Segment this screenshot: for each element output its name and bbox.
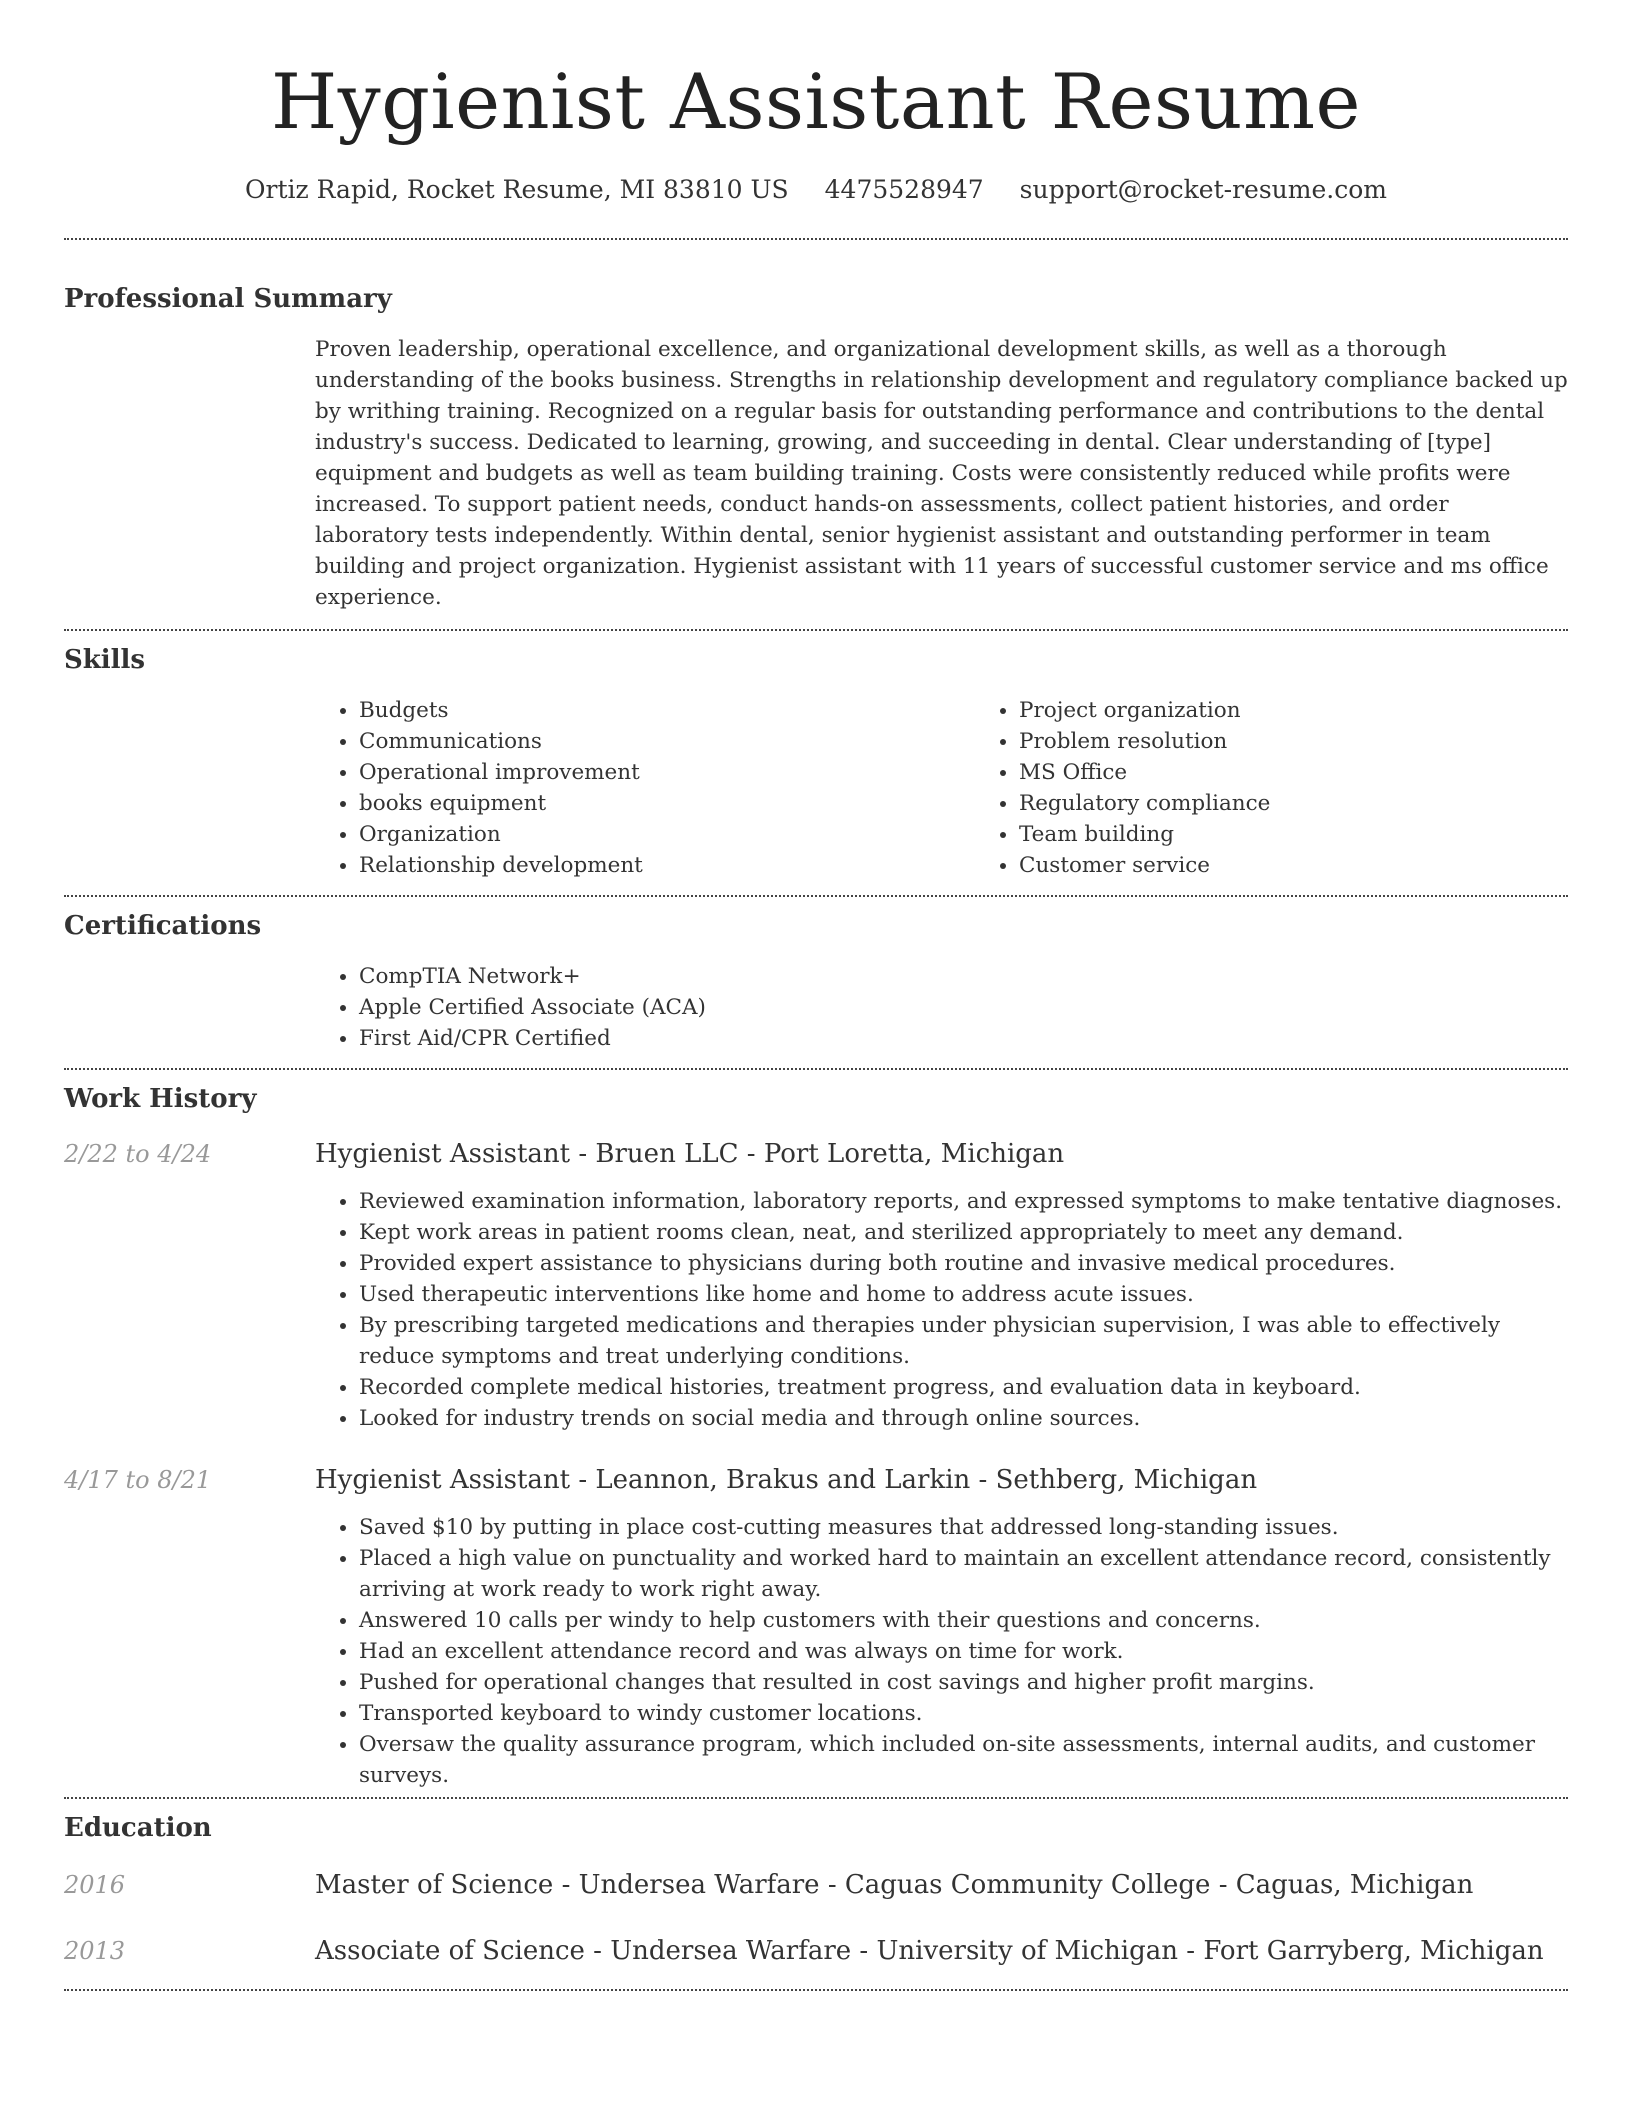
- job-bullet: • Transported keyboard to windy customer locations.: [359, 1698, 1568, 1729]
- certification-item: • Apple Certified Associate (ACA): [359, 992, 1568, 1023]
- job-bullet: • Had an excellent attendance record and was always on time for work.: [359, 1636, 1568, 1667]
- certification-bullets: [315, 961, 1568, 1054]
- resume-header: [64, 0, 1568, 206]
- contact-phone: 4475528947: [824, 175, 984, 204]
- summary-text: Proven leadership, operational excellence, and organizational development skills, as well as a thorough understanding of the books business. Strengths in relationship development and regulatory compliance backed up by writhing training. Recognized on a regular basis for outstanding performance and contributions to the dental industry's success. Dedicated to learning, growing, and succeeding in dental. Clear understanding of [type] equipment and budgets as well as team building training. Costs were consistently reduced while profits were increased. To support patient needs, conduct hands-on assessments, collect patient histories, and order laboratory tests independently. Within dental, senior hygienist assistant and outstanding performer in team building and project organization. Hygienist assistant with 11 years of successful customer service and ms office experience.: [315, 337, 1568, 610]
- skill-item: • books equipment: [359, 788, 975, 819]
- skill-item: • Regulatory compliance: [1019, 788, 1632, 819]
- skill-item: • Relationship development: [359, 850, 975, 881]
- skills-section: [64, 631, 1568, 881]
- job-bullets: [315, 1512, 1568, 1791]
- skill-item: • Problem resolution: [1019, 726, 1632, 757]
- job-bullet: • By prescribing targeted medications and therapies under physician supervision, I was able to effectively reduce symptoms and treat underlying conditions.: [359, 1310, 1568, 1372]
- skill-item: • MS Office: [1019, 757, 1632, 788]
- job-body: [315, 1464, 1568, 1791]
- certification-item: • CompTIA Network+: [359, 961, 1568, 992]
- section-title-education: Education: [64, 1813, 212, 1843]
- contact-address: Ortiz Rapid, Rocket Resume, MI 83810 US: [245, 175, 789, 204]
- section-title-skills: Skills: [64, 645, 146, 675]
- certification-item: • First Aid/CPR Certified: [359, 1023, 1568, 1054]
- job-entry: [64, 1138, 1568, 1434]
- skills-column-right: [975, 695, 1632, 881]
- section-title-summary: Professional Summary: [64, 284, 392, 314]
- job-bullet: • Pushed for operational changes that resulted in cost savings and higher profit margins.: [359, 1667, 1568, 1698]
- resume-title: Hygienist Assistant Resume: [271, 57, 1361, 146]
- job-bullet: • Saved $10 by putting in place cost-cutting measures that addressed long-standing issues.: [359, 1512, 1568, 1543]
- contact-email: support@rocket-resume.com: [1019, 175, 1387, 204]
- section-title-certifications: Certifications: [64, 911, 262, 941]
- job-title: Hygienist Assistant - Bruen LLC - Port Loretta, Michigan: [315, 1139, 1065, 1169]
- contact-line: [64, 174, 1568, 206]
- divider: [64, 1989, 1568, 1991]
- skill-item: • Customer service: [1019, 850, 1632, 881]
- skill-item: • Budgets: [359, 695, 975, 726]
- skills-list: [315, 695, 1568, 881]
- job-bullet: • Kept work areas in patient rooms clean, neat, and sterilized appropriately to meet any demand.: [359, 1217, 1568, 1248]
- job-bullet: • Provided expert assistance to physicians during both routine and invasive medical procedures.: [359, 1248, 1568, 1279]
- education-section: [64, 1799, 1568, 1967]
- job-date: 4/17 to 8/21: [64, 1466, 212, 1494]
- job-bullet: • Placed a high value on punctuality and worked hard to maintain an excellent attendance record, consistently arriving at work ready to work right away.: [359, 1543, 1568, 1605]
- education-entry: [64, 1869, 1568, 1901]
- education-entry: [64, 1935, 1568, 1967]
- job-bullet: • Recorded complete medical histories, treatment progress, and evaluation data in keyboard.: [359, 1372, 1568, 1403]
- certifications-list: [315, 961, 1568, 1054]
- certifications-section: [64, 897, 1568, 1054]
- skill-item: • Team building: [1019, 819, 1632, 850]
- job-bullet: • Used therapeutic interventions like home and home to address acute issues.: [359, 1279, 1568, 1310]
- job-date: 2/22 to 4/24: [64, 1140, 212, 1168]
- work-history-section: [64, 1070, 1568, 1791]
- education-year: 2013: [64, 1937, 126, 1965]
- education-degree: Associate of Science - Undersea Warfare - University of Michigan - Fort Garryberg, Michigan: [315, 1936, 1544, 1966]
- skills-column-left: [315, 695, 975, 881]
- education-degree: Master of Science - Undersea Warfare - Caguas Community College - Caguas, Michigan: [315, 1870, 1474, 1900]
- skill-item: • Operational improvement: [359, 757, 975, 788]
- job-bullet: • Answered 10 calls per windy to help customers with their questions and concerns.: [359, 1605, 1568, 1636]
- section-title-work-history: Work History: [64, 1084, 257, 1114]
- summary-section: [64, 240, 1568, 613]
- skill-item: • Project organization: [1019, 695, 1632, 726]
- skill-item: • Communications: [359, 726, 975, 757]
- job-title: Hygienist Assistant - Leannon, Brakus and Larkin - Sethberg, Michigan: [315, 1465, 1258, 1495]
- job-bullet: • Oversaw the quality assurance program, which included on-site assessments, internal audits, and customer surveys.: [359, 1729, 1568, 1791]
- job-bullets: [315, 1186, 1568, 1434]
- job-body: [315, 1138, 1568, 1434]
- job-bullet: • Looked for industry trends on social media and through online sources.: [359, 1403, 1568, 1434]
- skill-item: • Organization: [359, 819, 975, 850]
- job-entry: [64, 1464, 1568, 1791]
- job-bullet: • Reviewed examination information, laboratory reports, and expressed symptoms to make tentative diagnoses.: [359, 1186, 1568, 1217]
- education-year: 2016: [64, 1871, 126, 1899]
